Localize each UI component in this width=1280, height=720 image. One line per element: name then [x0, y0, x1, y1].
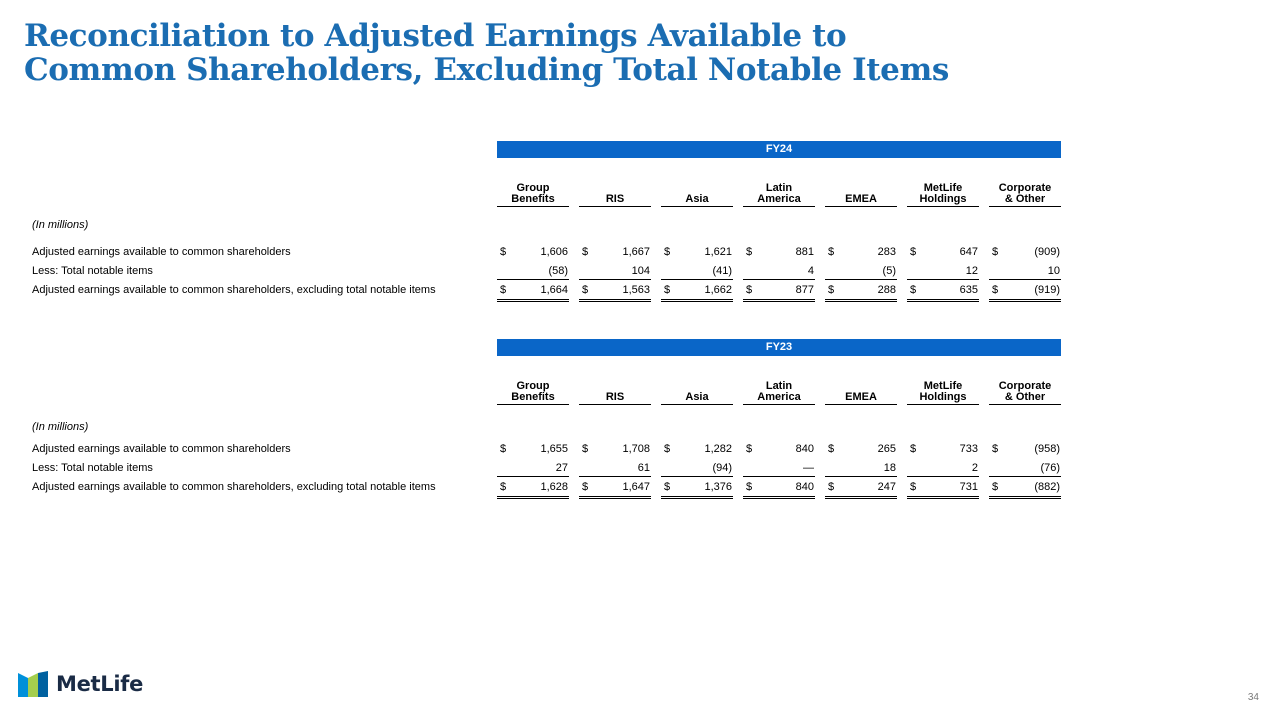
- currency-symbol: $: [992, 443, 999, 455]
- currency-symbol: $: [664, 481, 671, 493]
- table-cell: [907, 442, 979, 457]
- table-cell: [743, 245, 815, 260]
- table-cell: [579, 264, 651, 280]
- table-cell: [661, 442, 733, 457]
- table-cell: [907, 245, 979, 260]
- column-header: RIS: [579, 177, 651, 207]
- cell-value: 27: [555, 462, 568, 474]
- metlife-logo-icon: [18, 671, 48, 697]
- title-line-1: Reconciliation to Adjusted Earnings Available to: [24, 18, 847, 54]
- cell-value: (41): [712, 265, 732, 277]
- logo-text: MetLife: [56, 672, 144, 696]
- cell-value: 881: [795, 246, 814, 258]
- table-cell: [743, 264, 815, 280]
- cell-value: 733: [959, 443, 978, 455]
- unit-label: (In millions): [32, 421, 89, 433]
- cell-value: 647: [959, 246, 978, 258]
- table-cell: [497, 264, 569, 280]
- cell-value: 1,655: [540, 443, 568, 455]
- section-header: FY24: [497, 141, 1061, 158]
- cell-value: 247: [877, 481, 896, 493]
- page-title: [24, 19, 949, 87]
- table-cell: [661, 461, 733, 477]
- table-cell: [743, 461, 815, 477]
- table-cell: [825, 442, 897, 457]
- table-cell: [825, 283, 897, 302]
- table-cell: [661, 283, 733, 302]
- cell-value: 1,563: [622, 284, 650, 296]
- table-cell: [497, 480, 569, 499]
- column-header: MetLife Holdings: [907, 177, 979, 207]
- currency-symbol: $: [500, 284, 507, 296]
- column-header: EMEA: [825, 375, 897, 405]
- cell-value: (919): [1034, 284, 1060, 296]
- table-cell: [825, 245, 897, 260]
- row-label: Less: Total notable items: [32, 265, 153, 277]
- cell-value: 265: [877, 443, 896, 455]
- cell-value: —: [803, 462, 814, 474]
- cell-value: 731: [959, 481, 978, 493]
- cell-value: 104: [631, 265, 650, 277]
- cell-value: 283: [877, 246, 896, 258]
- cell-value: (58): [548, 265, 568, 277]
- row-label: Adjusted earnings available to common shareholders, excluding total notable items: [32, 284, 436, 296]
- row-label: Adjusted earnings available to common shareholders, excluding total notable items: [32, 481, 436, 493]
- cell-value: 1,621: [704, 246, 732, 258]
- cell-value: 1,376: [704, 481, 732, 493]
- table-cell: [661, 264, 733, 280]
- table-cell: [907, 264, 979, 280]
- table-cell: [497, 283, 569, 302]
- table-cell: [579, 283, 651, 302]
- column-header: Corporate & Other: [989, 375, 1061, 405]
- table-cell: [579, 442, 651, 457]
- column-header: Asia: [661, 375, 733, 405]
- currency-symbol: $: [992, 246, 999, 258]
- cell-value: 10: [1047, 265, 1060, 277]
- currency-symbol: $: [992, 481, 999, 493]
- section-header: FY23: [497, 339, 1061, 356]
- currency-symbol: $: [746, 284, 753, 296]
- cell-value: 1,647: [622, 481, 650, 493]
- currency-symbol: $: [500, 246, 507, 258]
- table-section-fy23: [0, 339, 1280, 509]
- table-section-fy24: [0, 141, 1280, 311]
- cell-value: 1,282: [704, 443, 732, 455]
- cell-value: 840: [795, 443, 814, 455]
- column-header: Asia: [661, 177, 733, 207]
- column-header: Latin America: [743, 177, 815, 207]
- column-header: Group Benefits: [497, 177, 569, 207]
- cell-value: 2: [971, 462, 978, 474]
- cell-value: 4: [807, 265, 814, 277]
- currency-symbol: $: [828, 284, 835, 296]
- column-header: Group Benefits: [497, 375, 569, 405]
- cell-value: (882): [1034, 481, 1060, 493]
- row-label: Adjusted earnings available to common shareholders: [32, 246, 291, 258]
- currency-symbol: $: [992, 284, 999, 296]
- currency-symbol: $: [746, 443, 753, 455]
- currency-symbol: $: [746, 481, 753, 493]
- currency-symbol: $: [582, 481, 589, 493]
- currency-symbol: $: [828, 246, 835, 258]
- table-cell: [743, 283, 815, 302]
- cell-value: (76): [1040, 462, 1060, 474]
- table-cell: [989, 442, 1061, 457]
- table-cell: [989, 461, 1061, 477]
- cell-value: 840: [795, 481, 814, 493]
- table-cell: [825, 461, 897, 477]
- cell-value: 61: [637, 462, 650, 474]
- cell-value: 18: [883, 462, 896, 474]
- table-cell: [579, 245, 651, 260]
- currency-symbol: $: [746, 246, 753, 258]
- table-cell: [907, 480, 979, 499]
- cell-value: 635: [959, 284, 978, 296]
- table-cell: [497, 461, 569, 477]
- table-cell: [989, 283, 1061, 302]
- currency-symbol: $: [910, 481, 917, 493]
- column-header: EMEA: [825, 177, 897, 207]
- table-cell: [497, 245, 569, 260]
- cell-value: 1,606: [540, 246, 568, 258]
- table-cell: [661, 480, 733, 499]
- cell-value: (5): [882, 265, 896, 277]
- currency-symbol: $: [582, 443, 589, 455]
- cell-value: 1,662: [704, 284, 732, 296]
- table-cell: [907, 283, 979, 302]
- table-cell: [825, 264, 897, 280]
- table-cell: [907, 461, 979, 477]
- column-header: RIS: [579, 375, 651, 405]
- cell-value: (94): [712, 462, 732, 474]
- currency-symbol: $: [910, 246, 917, 258]
- column-header: Latin America: [743, 375, 815, 405]
- currency-symbol: $: [664, 284, 671, 296]
- column-header: MetLife Holdings: [907, 375, 979, 405]
- table-cell: [825, 480, 897, 499]
- table-cell: [579, 480, 651, 499]
- cell-value: (909): [1034, 246, 1060, 258]
- metlife-logo: [18, 671, 143, 697]
- cell-value: 1,628: [540, 481, 568, 493]
- cell-value: 1,667: [622, 246, 650, 258]
- title-line-2: Common Shareholders, Excluding Total Notable Items: [24, 52, 949, 88]
- currency-symbol: $: [828, 443, 835, 455]
- cell-value: (958): [1034, 443, 1060, 455]
- currency-symbol: $: [910, 284, 917, 296]
- table-cell: [989, 480, 1061, 499]
- table-cell: [989, 264, 1061, 280]
- table-cell: [743, 480, 815, 499]
- currency-symbol: $: [910, 443, 917, 455]
- table-cell: [497, 442, 569, 457]
- table-cell: [989, 245, 1061, 260]
- table-cell: [743, 442, 815, 457]
- table-cell: [661, 245, 733, 260]
- currency-symbol: $: [582, 284, 589, 296]
- row-label: Less: Total notable items: [32, 462, 153, 474]
- currency-symbol: $: [500, 443, 507, 455]
- row-label: Adjusted earnings available to common shareholders: [32, 443, 291, 455]
- currency-symbol: $: [664, 443, 671, 455]
- cell-value: 288: [877, 284, 896, 296]
- page-number: 34: [1247, 692, 1259, 703]
- cell-value: 1,664: [540, 284, 568, 296]
- cell-value: 1,708: [622, 443, 650, 455]
- currency-symbol: $: [828, 481, 835, 493]
- table-cell: [579, 461, 651, 477]
- currency-symbol: $: [500, 481, 507, 493]
- currency-symbol: $: [582, 246, 589, 258]
- unit-label: (In millions): [32, 219, 89, 231]
- column-header: Corporate & Other: [989, 177, 1061, 207]
- currency-symbol: $: [664, 246, 671, 258]
- cell-value: 12: [965, 265, 978, 277]
- cell-value: 877: [795, 284, 814, 296]
